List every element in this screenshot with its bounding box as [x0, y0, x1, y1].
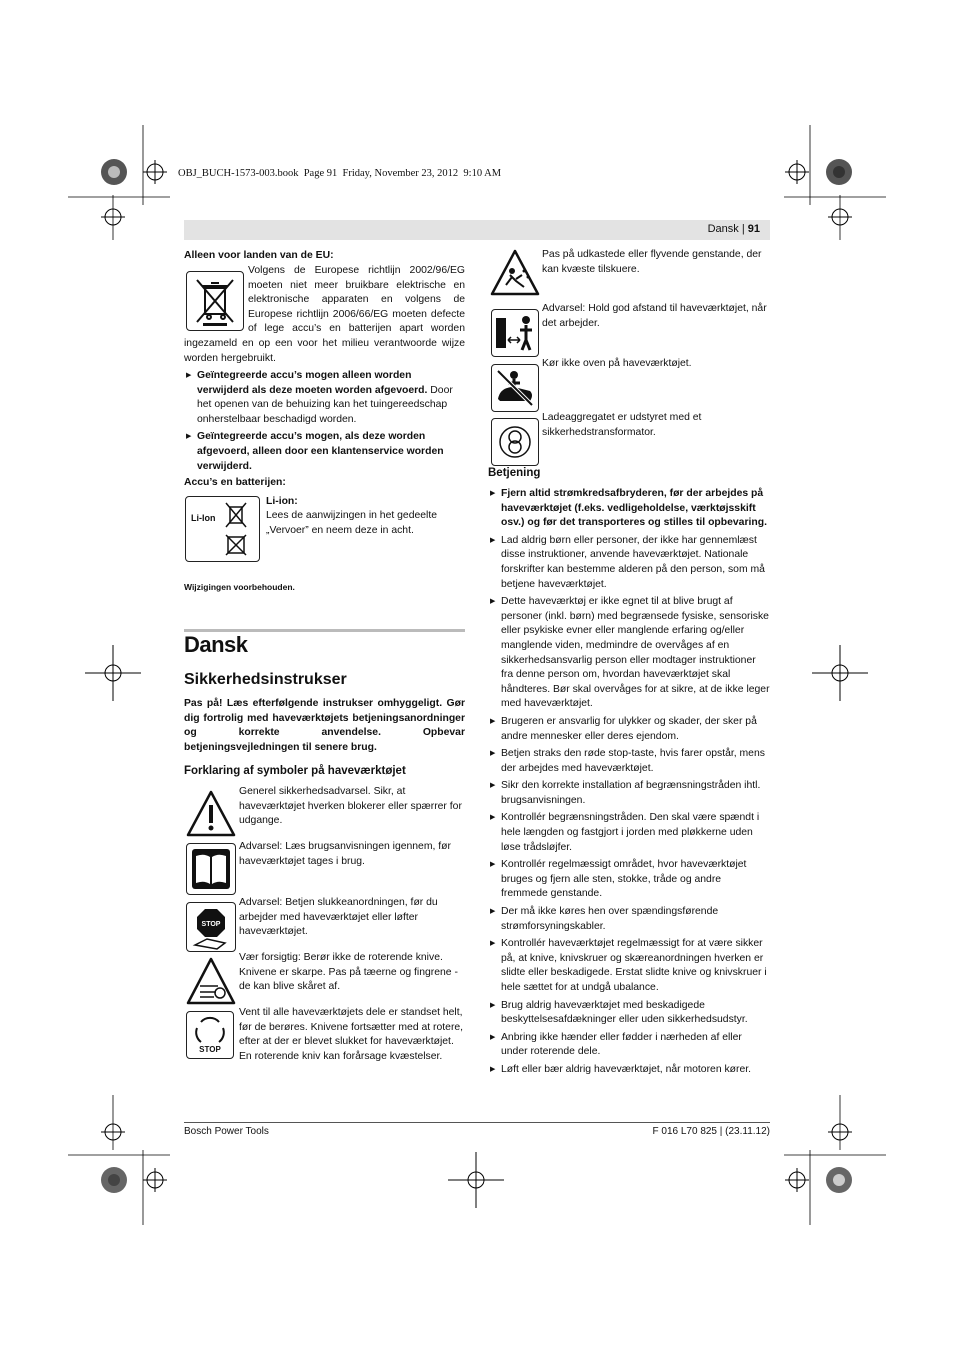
operation-bullets [488, 487, 770, 1081]
eu-title: Alleen voor landen van de EU: [184, 250, 334, 261]
liion-title: Li-ion: [266, 496, 298, 507]
list-item: ▶ Løft eller bær aldrig haveværktøjet, når motoren kører. [488, 1063, 770, 1078]
list-item: ▶ Anbring ikke hænder eller fødder i nærheden af eller under roterende dele. [488, 1031, 770, 1060]
footer-rule [184, 1122, 770, 1123]
symbol-text: Vær forsigtig: Berør ikke de roterende knive. Knivene er skarpe. Pas på tæerne og fingrene - de kan blive skåret af. [239, 952, 458, 993]
manual-book-icon [186, 843, 236, 895]
warning-triangle-icon [186, 789, 236, 839]
footer-left: Bosch Power Tools [184, 1126, 269, 1137]
print-mark-text: OBJ_BUCH-1573-003.book Page 91 Friday, November 23, 2012 9:10 AM [178, 168, 502, 179]
rotating-stop-icon [186, 1011, 234, 1059]
list-item: ▶ Fjern altid strømkredsafbryderen, før der arbejdes på haveværktøjet (f.eks. vedligeholdelse, værktøjsskift osv.) og før det transporteres og stilles til opbevaring. [488, 487, 770, 531]
thrown-objects-icon [490, 249, 540, 297]
list-item: ▶ Dette haveværktøj er ikke egnet til at blive brugt af personer (inkl. børn) med begrænsede fysiske, sensoriske eller psykiske evner eller manglende erfaring og/eller manglende viden, medmindre de overvåges af en sikkerhedsansvarlig person eller modtager instruktioner fra denne person om, hvordan haveværktøjet skal håndteres. Bør skal overvåges for at sikre, at de ikke leger med haveværktøjet. [488, 595, 770, 712]
list-item: ▶ Betjen straks den røde stop-taste, hvis farer opstår, mens der arbejdes med haveværktøjet. [488, 747, 770, 776]
symbol-text: Advarsel: Betjen slukkeanordningen, før du arbejder med haveværktøjet eller løfter haveværktøjet. [239, 897, 438, 938]
symbol-text: Vent til alle haveværktøjets dele er standset helt, før de berøres. Knivene fortsætter med at rotere, efter at der er blevet slukket for haveværktøjet. En roterende kniv kan forårsage kvæstelser. [239, 1007, 464, 1062]
list-item: ▶ Kontrollér regelmæssigt området, hvor haveværktøjet bruges og fjern alle sten, stokke, tråde og andre fremmede genstande. [488, 858, 770, 902]
symbol-text: Generel sikkerhedsadvarsel. Sikr, at haveværktøjet hverken blokerer eller spærrer for udgange. [239, 786, 462, 827]
list-item: ▶ Kontrollér haveværktøjet regelmæssigt for at være sikker på, at knive, knivskruer og skæreanordningen hverken er slidte eller beskadigede. Erstat slidte knive og knivskruer i hele sættet for at undgå ubalance. [488, 937, 770, 995]
blade-hand-icon [186, 956, 236, 1006]
stop-label: STOP [201, 921, 221, 928]
page-number: 91 [747, 223, 760, 235]
page-header: Dansk | 91 [184, 220, 770, 240]
batteries-title: Accu’s en batterijen: [184, 477, 286, 488]
safety-intro: Pas på! Læs efterfølgende instrukser omhyggeligt. Gør dig fortrolig med haveværktøjets betjeningsanordninger og korrekte anvendelse. Opbevar betjeningsvejledningen til senere brug. [184, 698, 465, 753]
list-item: ▶ Sikr den korrekte installation af begrænsningstråden ihtl. brugsanvisningen. [488, 779, 770, 808]
list-item: ▶ Brug aldrig haveværktøjet med beskadigede beskyttelsesafdækninger eller uden sikkerhedsudstyr. [488, 999, 770, 1028]
list-item: ▶ Geïntegreerde accu’s mogen, als deze worden afgevoerd, alleen door een klantenservice worden verwijderd. [184, 430, 465, 474]
operation-heading: Betjening [488, 467, 541, 479]
symbol-text: Advarsel: Hold god afstand til haveværktøjet, når det arbejder. [542, 303, 767, 329]
header-section: Dansk [707, 223, 739, 235]
list-item: ▶ Brugeren er ansvarlig for ulykker og skader, der sker på andre mennesker eller deres ejendom. [488, 715, 770, 744]
safety-heading: Sikkerhedsinstrukser [184, 671, 347, 688]
list-item: ▶ Lad aldrig børn eller personer, der ikke har gennemlæst disse instruktioner, anvende haveværktøjet. Nationale forskrifter kan bestemme alderen på den person, som må betjene haveværktøjet. [488, 534, 770, 592]
liion-label: Li-Ion [191, 513, 216, 523]
symbol-text: Kør ikke oven på haveværktøjet. [542, 358, 692, 369]
eu-bullets [184, 369, 465, 477]
symbol-text: Pas på udkastede eller flyvende genstande, der kan kvæste tilskuere. [542, 249, 762, 275]
list-item: ▶ Der må ikke køres hen over spændingsførende strømforsyningskabler. [488, 905, 770, 934]
changes-note: Wijzigingen voorbehouden. [184, 582, 295, 592]
language-heading: Dansk [184, 632, 248, 657]
no-riding-icon [491, 364, 539, 412]
liion-recycle-icon [185, 496, 260, 562]
safety-transformer-icon [491, 418, 539, 466]
safe-distance-icon [491, 309, 539, 357]
footer-right: F 016 L70 825 | (23.11.12) [652, 1126, 770, 1137]
symbols-heading: Forklaring af symboler på haveværktøjet [184, 765, 406, 777]
symbol-text: Ladeaggregatet er udstyret med et sikkerhedstransformator. [542, 412, 702, 438]
liion-text: Lees de aanwijzingen in het gedeelte „Vervoer” en neem deze in acht. [266, 510, 437, 536]
stop-disable-icon [186, 902, 236, 952]
eu-text: Volgens de Europese richtlijn 2002/96/EG moeten niet meer bruikbare elektrische en elektronische apparaten en volgens de Europese richtlijn 2006/66/EG moeten defecte of lege accu’s en batterijen apart worden ingezameld en op een voor het milieu verantwoorde wijze worden hergebruikt. [184, 265, 465, 364]
stop-label: STOP [199, 1045, 221, 1054]
symbol-text: Advarsel: Læs brugsanvisningen igennem, før haveværktøjet tages i brug. [239, 841, 451, 867]
list-item: ▶ Kontrollér begrænsningstråden. Den skal være spændt i hele længden og fastgjort i jorden med pløkkerne uden løse trådsløjfer. [488, 811, 770, 855]
list-item: ▶ Geïntegreerde accu’s mogen alleen worden verwijderd als deze moeten worden afgevoerd. Door het openen van de behuizing kan het tuingereedschap onherstelbaar beschadigd worden. [184, 369, 465, 427]
